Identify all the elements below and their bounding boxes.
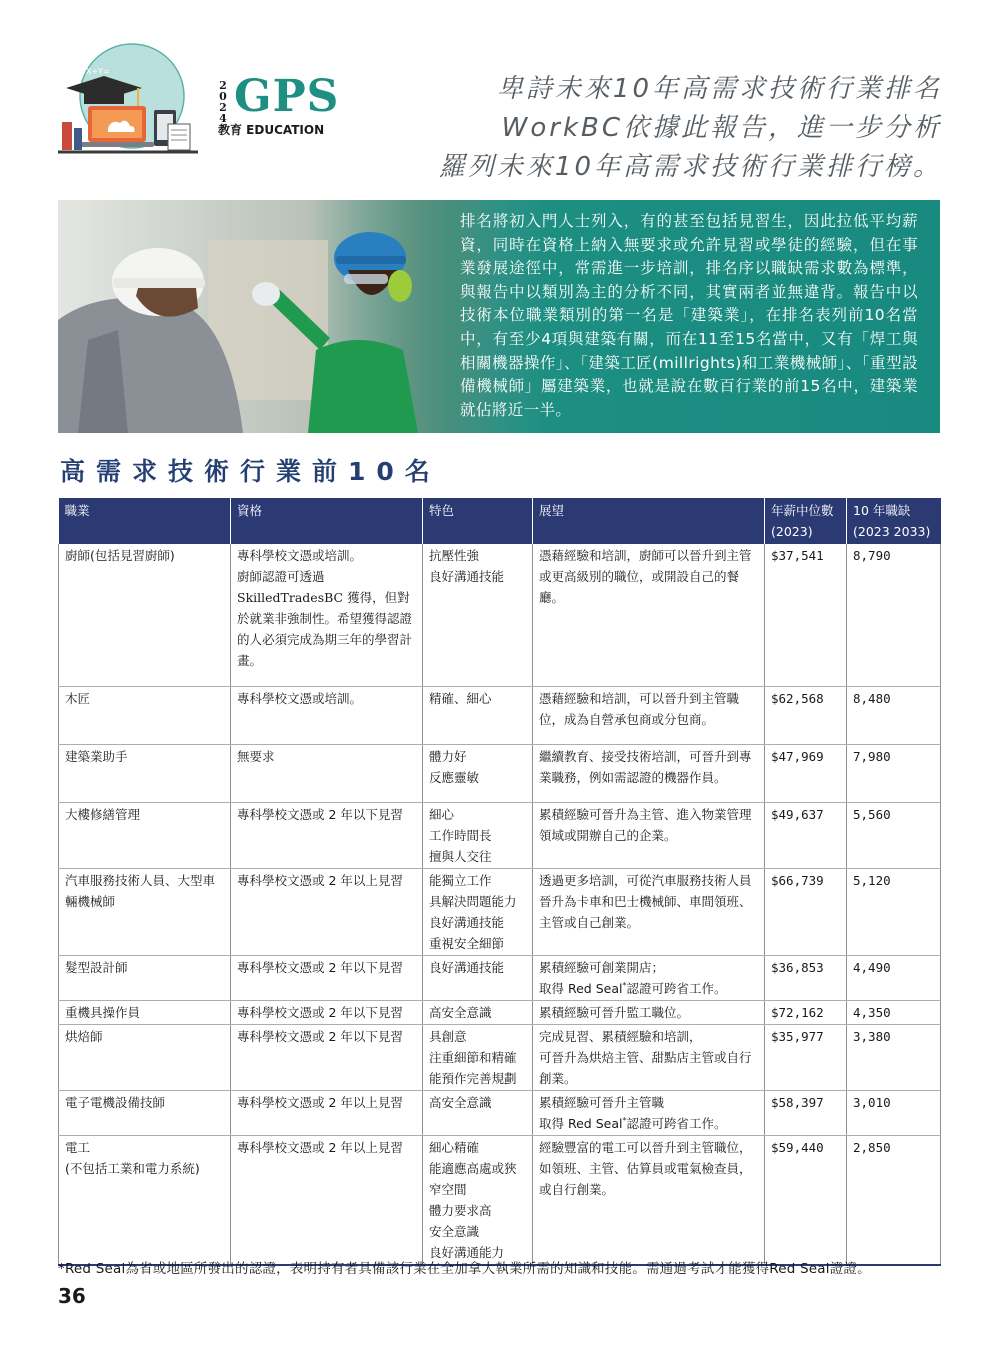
cell-openings: 5,560 — [847, 802, 941, 868]
cell-qualification: 專科學校文憑或 2 年以下見習 — [231, 802, 423, 868]
cell-occupation: 廚師(包括見習廚師) — [59, 544, 231, 686]
cell-openings: 4,490 — [847, 955, 941, 1000]
footnote: *Red Seal為省或地區所發出的認證，表明持有者具備該行業在全加拿大執業所需的知識和技能。需通過考試才能獲得Red Seal證證。 — [58, 1261, 871, 1277]
cell-traits: 具創意 注重細節和精確 能預作完善規劃 — [423, 1024, 533, 1090]
construction-workers-photo — [58, 200, 478, 433]
table-row — [59, 1135, 941, 1265]
header-traits: 特色 — [423, 498, 533, 544]
cell-outlook: 累積經驗可晉升為主管、進入物業管理領域或開辦自己的企業。 — [533, 802, 765, 868]
hero-paragraph: 排名將初入門人士列入，有的甚至包括見習生，因此拉低平均薪資，同時在資格上納入無要求或允許見習或學徒的經驗，但在事業發展途徑中，常需進一步培訓，排名序以職缺需求數為標準，與報告中以類別為主的分析不同，其實兩者並無違背。報告中以技術本位職業類別的第一名是「建築業」，在排名表列前10名當中，有至少4項與建築有關，而在11至15名當中，又有「焊工與相關機器操作」、「建築工匠(millrights)和工業機械師」、「重型設備機械師」屬建築業，也就是說在數百行業的前15名中，建築業就佔將近一半。 — [460, 212, 918, 419]
cell-qualification: 專科學校文憑或培訓。 廚師認證可透過 SkilledTradesBC 獲得，但對於就業非強制性。希望獲得認證的人必須完成為期三年的學習計畫。 — [231, 544, 423, 686]
cell-salary: $36,853 — [765, 955, 847, 1000]
cell-salary: $62,568 — [765, 686, 847, 744]
logo-art-formula: X+Y= — [86, 67, 110, 76]
cell-occupation: 電子電機設備技師 — [59, 1090, 231, 1135]
cell-outlook — [533, 1090, 765, 1135]
pencil-cup-icon — [62, 122, 72, 150]
section-title: 高需求技術行業前10名 — [60, 457, 441, 486]
cell-traits: 良好溝通技能 — [423, 955, 533, 1000]
gps-education-logo — [216, 71, 346, 138]
logo-subtitle: 教育 EDUCATION — [218, 123, 325, 137]
cell-openings: 3,380 — [847, 1024, 941, 1090]
table-row — [59, 686, 941, 744]
cell-salary: $37,541 — [765, 544, 847, 686]
cell-openings: 5,120 — [847, 868, 941, 955]
header-occupation: 職業 — [59, 498, 231, 544]
page-number: 36 — [58, 1284, 86, 1308]
table-row — [59, 744, 941, 802]
cell-salary: $47,969 — [765, 744, 847, 802]
table-row — [59, 802, 941, 868]
logo-brand: GPS — [234, 71, 340, 122]
cell-openings: 8,480 — [847, 686, 941, 744]
cell-outlook: 憑藉經驗和培訓，廚師可以晉升到主管或更高級別的職位，或開設自己的餐廳。 — [533, 544, 765, 686]
cell-outlook: 經驗豐富的電工可以晉升到主管職位，如領班、主管、估算員或電氣檢查員， 或自行創業。 — [533, 1135, 765, 1265]
cell-traits: 細心 工作時間長 擅與人交往 — [423, 802, 533, 868]
outlook-text: 認證可跨省工作。 — [626, 1115, 727, 1131]
cell-traits: 能獨立工作 具解決問題能力 良好溝通技能 重視安全細節 — [423, 868, 533, 955]
headline — [439, 70, 942, 187]
education-logo-illustration — [58, 40, 198, 162]
cell-traits: 精確、細心 — [423, 686, 533, 744]
cell-salary: $49,637 — [765, 802, 847, 868]
table-header-row — [59, 498, 941, 544]
document-icon — [168, 124, 190, 150]
cell-qualification: 專科學校文憑或 2 年以下見習 — [231, 1024, 423, 1090]
cell-salary: $35,977 — [765, 1024, 847, 1090]
table-row — [59, 544, 941, 686]
headline-line-1: 卑詩未來10年高需求技術行業排名 — [496, 74, 942, 104]
cell-occupation: 大樓修繕管理 — [59, 802, 231, 868]
cell-qualification: 無要求 — [231, 744, 423, 802]
cell-traits: 高安全意識 — [423, 1090, 533, 1135]
cell-outlook: 繼續教育、接受技術培訓，可晉升到專業職務，例如需認證的機器作員。 — [533, 744, 765, 802]
cell-traits: 細心精確 能適應高處或狹窄空間 體力要求高 安全意識 良好溝通能力 — [423, 1135, 533, 1265]
cell-occupation: 髮型設計師 — [59, 955, 231, 1000]
cell-qualification: 專科學校文憑或 2 年以下見習 — [231, 1000, 423, 1024]
cell-salary: $58,397 — [765, 1090, 847, 1135]
cell-openings: 8,790 — [847, 544, 941, 686]
logo-year: 2024 — [219, 79, 227, 125]
header-outlook: 展望 — [533, 498, 765, 544]
cell-occupation: 建築業助手 — [59, 744, 231, 802]
cell-qualification: 專科學校文憑或 2 年以上見習 — [231, 868, 423, 955]
cell-outlook: 完成見習、累積經驗和培訓， 可晉升為烘焙主管、甜點店主管或自行創業。 — [533, 1024, 765, 1090]
cell-outlook: 累積經驗可晉升監工職位。 — [533, 1000, 765, 1024]
hero-banner — [58, 200, 940, 433]
red-seal-marker: * — [622, 1115, 627, 1125]
outlook-text: 累積經驗可晉升主管職 取得 Red Seal — [539, 1094, 665, 1131]
cell-openings: 3,010 — [847, 1090, 941, 1135]
table-row — [59, 955, 941, 1000]
cell-qualification: 專科學校文憑或 2 年以上見習 — [231, 1090, 423, 1135]
occupation-table — [58, 498, 940, 1266]
header-salary: 年薪中位數 (2023) — [765, 498, 847, 544]
work-glove-icon — [252, 282, 280, 306]
outlook-text: 認證可跨省工作。 — [626, 980, 727, 996]
table-row — [59, 1024, 941, 1090]
table-row — [59, 1090, 941, 1135]
cell-openings: 4,350 — [847, 1000, 941, 1024]
headline-line-2: WorkBC依據此報告，進一步分析 — [501, 113, 942, 143]
cell-openings: 7,980 — [847, 744, 941, 802]
cell-occupation: 電工 (不包括工業和電力系統) — [59, 1135, 231, 1265]
cell-occupation: 烘焙師 — [59, 1024, 231, 1090]
cell-traits: 體力好 反應靈敏 — [423, 744, 533, 802]
table-row — [59, 1000, 941, 1024]
cell-occupation: 木匠 — [59, 686, 231, 744]
cell-traits: 抗壓性強 良好溝通技能 — [423, 544, 533, 686]
cell-qualification: 專科學校文憑或培訓。 — [231, 686, 423, 744]
ear-protection-icon — [388, 270, 412, 302]
cell-occupation: 汽車服務技術人員、大型車輛機械師 — [59, 868, 231, 955]
table-row — [59, 868, 941, 955]
cell-outlook: 憑藉經驗和培訓，可以晉升到主管職位，成為自營承包商或分包商。 — [533, 686, 765, 744]
cell-outlook: 透過更多培訓，可從汽車服務技術人員晉升為卡車和巴士機械師、車間領班、主管或自己創業。 — [533, 868, 765, 955]
cell-openings: 2,850 — [847, 1135, 941, 1265]
cell-salary: $66,739 — [765, 868, 847, 955]
red-seal-marker: * — [622, 980, 627, 990]
cell-salary: $59,440 — [765, 1135, 847, 1265]
header-qualification: 資格 — [231, 498, 423, 544]
outlook-text: 累積經驗可創業開店； 取得 Red Seal — [539, 959, 665, 996]
headline-line-3: 羅列未來10年高需求技術行業排行榜。 — [438, 152, 942, 182]
cell-salary: $72,162 — [765, 1000, 847, 1024]
header-openings: 10 年職缺 (2023 2033) — [847, 498, 941, 544]
cell-traits: 高安全意識 — [423, 1000, 533, 1024]
cell-qualification: 專科學校文憑或 2 年以下見習 — [231, 955, 423, 1000]
cell-outlook — [533, 955, 765, 1000]
cell-occupation: 重機具操作員 — [59, 1000, 231, 1024]
cell-qualification: 專科學校文憑或 2 年以上見習 — [231, 1135, 423, 1265]
